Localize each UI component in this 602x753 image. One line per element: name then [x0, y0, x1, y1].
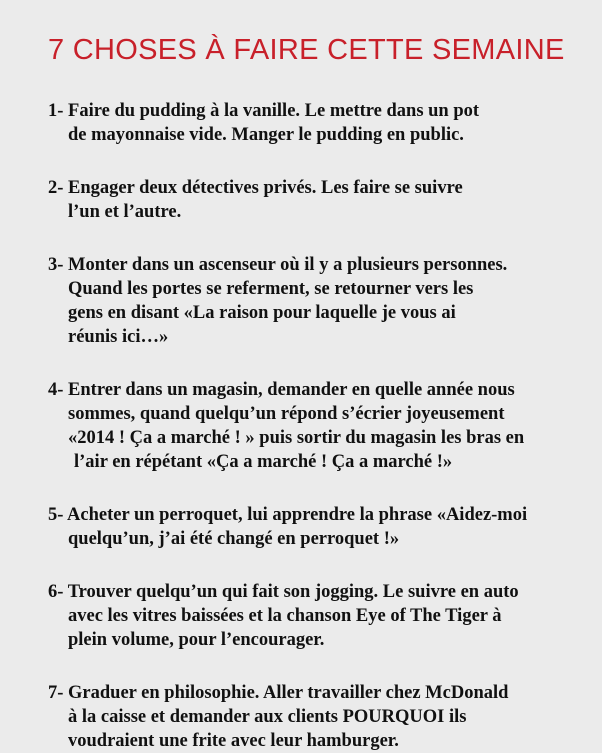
- item-line: plein volume, pour l’encourager.: [68, 630, 325, 650]
- item-line: 5- Acheter un perroquet, lui apprendre la phrase «Aidez-moi: [48, 505, 528, 525]
- item-line: quelqu’un, j’ai été changé en perroquet !»: [68, 529, 400, 549]
- item-line: de mayonnaise vide. Manger le pudding en public.: [68, 125, 464, 145]
- item-line: «2014 ! Ça a marché ! » puis sortir du magasin les bras en: [68, 428, 525, 448]
- item-line: voudraient une frite avec leur hamburger.: [68, 731, 399, 751]
- page-title: 7 CHOSES À FAIRE CETTE SEMAINE: [48, 34, 565, 66]
- item-line: à la caisse et demander aux clients POURQUOI ils: [68, 707, 467, 727]
- item-line: 2- Engager deux détectives privés. Les faire se suivre: [48, 178, 463, 198]
- item-line: réunis ici…»: [68, 327, 169, 347]
- item-line: l’air en répétant «Ça a marché ! Ça a marché !»: [74, 452, 453, 472]
- list-item-6: [48, 580, 576, 652]
- list-item-3: [48, 253, 576, 349]
- list-item-5: [48, 503, 576, 551]
- item-line: gens en disant «La raison pour laquelle je vous ai: [68, 303, 456, 323]
- list-item-7: [48, 681, 576, 753]
- item-line: l’un et l’autre.: [68, 202, 182, 222]
- item-line: Quand les portes se referment, se retourner vers les: [68, 279, 474, 299]
- item-line: 3- Monter dans un ascenseur où il y a plusieurs personnes.: [48, 255, 508, 275]
- item-line: sommes, quand quelqu’un répond s’écrier joyeusement: [68, 404, 505, 424]
- item-line: 1- Faire du pudding à la vanille. Le mettre dans un pot: [48, 101, 480, 121]
- item-line: 4- Entrer dans un magasin, demander en quelle année nous: [48, 380, 515, 400]
- item-line: 7- Graduer en philosophie. Aller travailler chez McDonald: [48, 683, 509, 703]
- list-item-2: [48, 176, 576, 224]
- list-item-4: [48, 378, 576, 474]
- item-line: avec les vitres baissées et la chanson Eye of The Tiger à: [68, 606, 502, 626]
- item-line: 6- Trouver quelqu’un qui fait son jogging. Le suivre en auto: [48, 582, 519, 602]
- list-item-1: [48, 99, 576, 147]
